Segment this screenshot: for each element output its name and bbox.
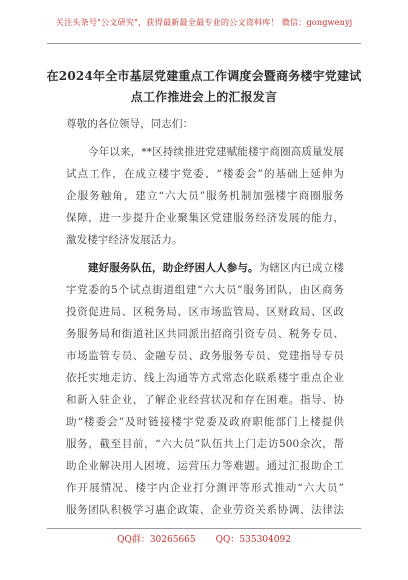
- paragraph-2-line: 和新入驻企业，了解企业经营状况和存在困难。指导、协: [66, 394, 344, 406]
- paragraph-2-line: 投资促进局、区税务局、区市场监管局、区财政局、区政: [66, 306, 344, 318]
- paragraph-2-line: 宇党委的5个试点街道组建“六大员”服务团队，由区商务: [66, 284, 344, 296]
- greeting: 尊敬的各位领导，同志们：: [66, 118, 194, 130]
- footer-qq: QQ：535304092: [215, 535, 291, 545]
- paragraph-2-heading: 建好服务队伍，助企纾困人人参与。: [88, 262, 259, 274]
- paragraph-1-line: 激发楼宇经济发展活力。: [66, 234, 183, 246]
- paragraph-2-line: 服务团队积极学习惠企政策、企业劳资关系协调、法律法: [66, 504, 344, 516]
- paragraph-1-line: 今年以来，**区持续推进党建赋能楼宇商圈高质量发展: [88, 146, 344, 158]
- document-title-line-1: 在2024年全市基层党建重点工作调度会暨商务楼宇党建试: [46, 69, 362, 83]
- paragraph-2-first-text: 为辖区内已成立楼: [258, 262, 344, 274]
- paragraph-2-line: 作开展情况、楼宇内企业打分测评等形式推动“六大员”: [66, 482, 344, 494]
- paragraph-2-first-line: [88, 262, 344, 274]
- paragraph-2-line: 依托实地走访、线上沟通等方式常态化联系楼宇重点企业: [66, 372, 344, 384]
- paragraph-2-line: 助企业解决用人困境、运营压力等难题。通过汇报助企工: [66, 460, 344, 472]
- paragraph-1-line: 保障，进一步提升企业聚集区党建服务经济发展的能力，: [66, 212, 344, 224]
- header-note: 关注头条号"公文研究"，获得最新最全最专业的公文资料库！ 微信：gongwenyj: [55, 17, 353, 27]
- header-divider: [47, 43, 361, 44]
- document-title-line-2: 点工作推进会上的汇报发言: [130, 90, 278, 104]
- footer-qq-group: QQ群：30265665: [117, 535, 196, 545]
- paragraph-2-line: 市场监管专员、金融专员、政务服务专员、党建指导专员: [66, 350, 344, 362]
- footer-note: [0, 532, 408, 545]
- footer-divider: [47, 528, 361, 529]
- paragraph-2-line: 助“楼委会”及时链接楼宇党委及政府职能部门上楼提供: [66, 416, 344, 428]
- paragraph-2-line: 服务，截至目前，“六大员”队伍共上门走访500余次，帮: [66, 438, 344, 450]
- paragraph-2-line: 务服务局和街道社区共同派出招商引资专员、税务专员、: [66, 328, 344, 340]
- paragraph-1-line: 企服务触角，建立“六大员”服务机制加强楼宇商圈服务: [66, 190, 344, 202]
- paragraph-1-line: 试点工作，在成立楼宇党委、“楼委会”的基础上延伸为: [66, 168, 344, 180]
